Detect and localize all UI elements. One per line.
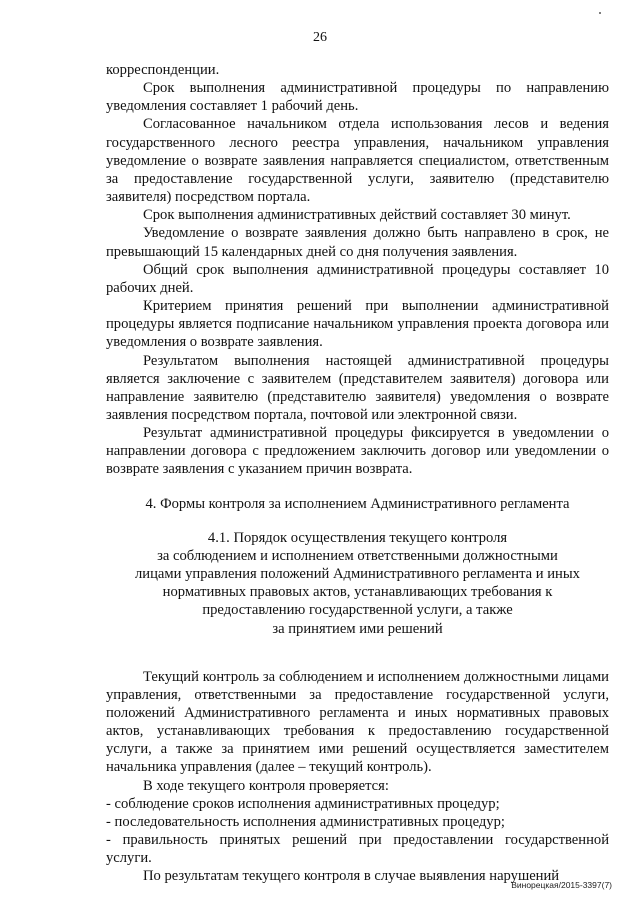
subsection-heading-line: лицами управления положений Административного регламента и иных (135, 566, 580, 583)
page-number: 26 (313, 30, 327, 45)
subsection-heading-line: за принятием ими решений (272, 620, 443, 637)
paragraph: Общий срок выполнения административной процедуры составляет 10 рабочих дней. (106, 261, 609, 296)
paragraph: Критерием принятия решений при выполнении административной процедуры является подписание начальником управления проекта договора или уведомления о возврате заявления. (106, 298, 609, 351)
paragraph: Срок выполнения административных действий составляет 30 минут. (143, 207, 571, 224)
paragraph: Срок выполнения административной процедуры по направлению уведомления составляет 1 рабочий день. (106, 80, 609, 115)
document-body (106, 61, 609, 886)
subsection-heading (106, 529, 609, 638)
scan-speck (599, 12, 601, 14)
paragraph: В ходе текущего контроля проверяется: (143, 777, 389, 794)
list-item: - правильность принятых решений при предоставлении государственной услуги. (106, 832, 609, 867)
subsection-heading-line: нормативных правовых актов, устанавливающих требования к (162, 584, 553, 601)
paragraph: Уведомление о возврате заявления должно быть направлено в срок, не превышающий 15 календарных дней со дня получения заявления. (106, 225, 609, 260)
paragraph: Текущий контроль за соблюдением и исполнением должностными лицами управления, ответственными за предоставление государственной услуги, положений Административного регламента и иных нормативных правовых актов, устанавливающих требования к предоставлению государственной услуги, а также за принятием ими решений осуществляется заместителем начальника управления (далее – текущий контроль). (106, 668, 609, 776)
list-item: - соблюдение сроков исполнения административных процедур; (106, 795, 500, 812)
paragraph: Согласованное начальником отдела использования лесов и ведения государственного лесного реестра управления, начальником управления уведомление о возврате заявления направляется специалистом, ответственным за предоставление государственной услуги, заявителю (представителю заявителя) посредством портала. (106, 116, 609, 206)
list-item: - последовательность исполнения административных процедур; (106, 813, 505, 830)
paragraph: корреспонденции. (106, 62, 220, 78)
paragraph: По результатам текущего контроля в случае выявления нарушений (143, 868, 560, 885)
subsection-heading-line: за соблюдением и исполнением ответственными должностными (157, 547, 558, 564)
footer-stamp: Винорецкая/2015-3397(7) (511, 880, 612, 890)
paragraph: Результат административной процедуры фиксируется в уведомлении о направлении договора с предложением заключить договор или уведомлении о возврате заявления с указанием причин возврата. (106, 425, 609, 478)
paragraph: Результатом выполнения настоящей административной процедуры является заключение с заявителем (представителем заявителя) договора или направление заявителю (представителю заявителя) уведомления о возврате заявления посредством портала, почтовой или электронной связи. (106, 352, 609, 423)
subsection-heading-line: 4.1. Порядок осуществления текущего контроля (207, 529, 508, 546)
subsection-heading-line: предоставлению государственной услуги, а также (202, 602, 513, 619)
section-heading: 4. Формы контроля за исполнением Административного регламента (145, 495, 570, 512)
